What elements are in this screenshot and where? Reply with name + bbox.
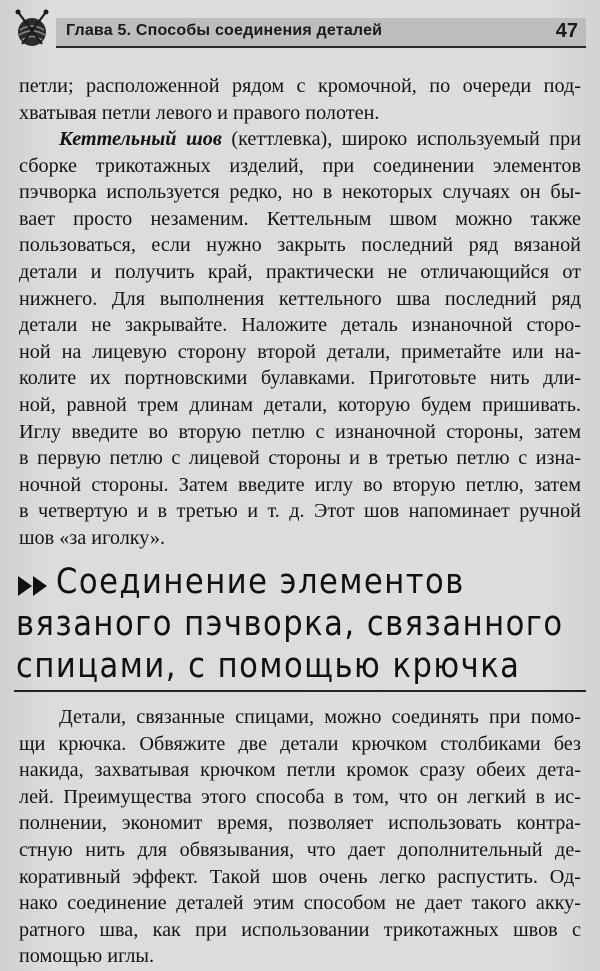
- text-line: щи крючка. Обвяжите две детали крючком столбиками без: [19, 732, 581, 755]
- text-line: [19, 126, 581, 153]
- text-line: колите их портновскими булавками. Приготовьте нить дли-: [19, 367, 581, 390]
- text-line: Детали, связанные спицами, можно соединять при помо-: [59, 706, 581, 728]
- text-line: в первую петлю с лицевой стороны и в третью петлю с изна-: [19, 447, 581, 470]
- heading-divider: [14, 690, 586, 692]
- section-heading-line: Соединение элементов: [56, 561, 465, 603]
- text-line: петли; расположенной рядом с кромочной, по очереди под-: [19, 75, 581, 97]
- text-line: стную нить для обвязывания, что дает дополнительный де-: [19, 838, 581, 861]
- paragraph-crochet-join: [19, 704, 581, 970]
- header-bar: [56, 18, 586, 48]
- section-heading: [8, 562, 592, 692]
- yarn-ball-icon: [12, 8, 52, 48]
- text-line: лей. Преимущества этого способа в том, что он легкий в ис-: [19, 785, 581, 808]
- term-kettel-stitch: Кеттельный шов: [59, 128, 222, 150]
- text-line: вает просто незаменим. Кеттельным швом можно также: [19, 207, 581, 230]
- text-line: сборке трикотажных изделий, при соединении элементов: [19, 154, 581, 177]
- section-heading-line: спицами, с помощью крючка: [16, 645, 521, 687]
- text-line: Иглу введите во вторую петлю с изнаночной стороны, затем: [19, 420, 581, 443]
- text-line: хватывая петли левого и правого полотен.: [19, 101, 380, 124]
- text-line: помощью иглы.: [19, 945, 155, 968]
- paragraph-kettel-stitch: [19, 126, 581, 552]
- section-heading-line: вязаного пэчворка, связанного: [16, 603, 564, 645]
- text-line: накида, захватывая крючком петли кромок сразу обеих дета-: [19, 759, 581, 782]
- text-fragment: (кеттлевка), широко используемый при: [221, 128, 582, 150]
- text-line: шов «за иголку».: [19, 526, 166, 549]
- text-line: ночной стороны. Затем введите иглу во вторую петлю, затем: [19, 473, 581, 496]
- text-line: нако соединение деталей этим способом не дает такого акку-: [19, 892, 581, 915]
- text-line: нижнего. Для выполнения кеттельного шва последний ряд: [19, 287, 581, 310]
- text-line: ной на лицевую сторону второй детали, приметайте или на-: [19, 340, 581, 363]
- text-line: детали и получить край, практически не отличающийся от: [19, 260, 581, 283]
- text-line: в четвертую и в третью и т. д. Этот шов напоминает ручной: [19, 500, 581, 523]
- text-line: коративный эффект. Такой шов очень легко распустить. Од-: [19, 865, 581, 888]
- text-line: полнении, экономит время, позволяет использовать контра-: [19, 812, 581, 835]
- text-line: пэчворка используется редко, но в некоторых случаях он бы-: [19, 181, 581, 204]
- chapter-title: Глава 5. Способы соединения деталей: [66, 22, 383, 39]
- page-number: 47: [555, 20, 578, 42]
- double-arrow-icon: [18, 574, 52, 598]
- text-line: ратного шва, как при использовании трикотажных швов с: [19, 918, 581, 941]
- text-line: ной, равной трем длинам детали, которую будем пришивать.: [19, 393, 581, 416]
- paragraph-continuation: [19, 73, 581, 126]
- page-header: [0, 0, 600, 62]
- text-line: пользоваться, если нужно закрыть последний ряд вязаной: [19, 234, 581, 257]
- text-line: детали не закрывайте. Наложите деталь изнаночной сторо-: [19, 314, 581, 337]
